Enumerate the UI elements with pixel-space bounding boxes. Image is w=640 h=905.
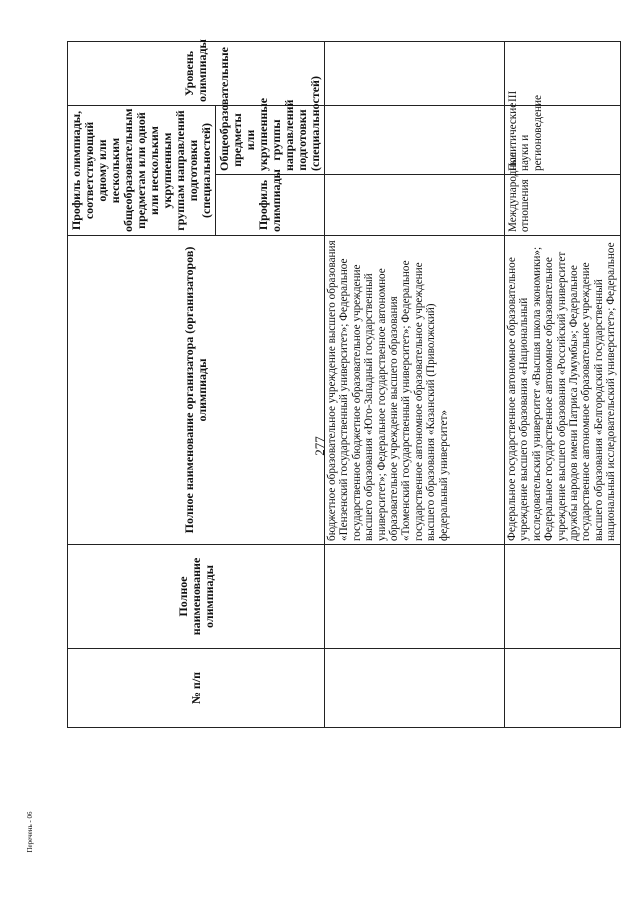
cell-profile (325, 175, 505, 236)
cell-organizer (325, 236, 505, 545)
footer-note: Перечень - 06 (26, 811, 34, 853)
cell-profile: Международные отношения (505, 175, 621, 236)
cell-level: III (505, 42, 621, 106)
organizer-text: Федеральное государственное автономное образовательное учреждение высшего образования «Национальный исследовательский университет «Высшая школа экономики»; Федеральное государственное автономное образовательное учреждение высшего образования «Российский университет дружбы народов имени Патриса Лумумбы»; Федеральное государственное автономное образовательное учреждение высшего образования «Белгородский государственный национальный исследовательский университет»; Федеральное (506, 242, 618, 541)
cell-level (325, 42, 505, 106)
organizer-text: бюджетное образовательное учреждение высшего образования «Пензенский государственный университет»; Федеральное государственное бюджетное образовательное учреждение высшего образования «Юго-Западный государственный университет»; Федеральное государственное автономное образовательное учреждение высшего образования «Тюменский государственный университет»; Федеральное государственное автономное образовательное учреждение высшего образования «Казанский (Приволжский) федеральный университет» (326, 240, 450, 541)
table-row (505, 42, 621, 728)
header-number: № п/п (68, 649, 325, 728)
header-subjects: Общеобразовательные предметы или укрупненные группы направлений подготовки (специальностей) (216, 106, 325, 175)
header-level: Уровень олимпиады (68, 42, 325, 106)
olympiad-table (67, 41, 621, 728)
cell-organizer (505, 236, 621, 545)
cell-subjects (325, 106, 505, 175)
page-number: 277 (312, 436, 327, 456)
cell-subjects: Политические науки и регионоведение (505, 106, 621, 175)
header-profile-group: Профиль олимпиады, соответствующий одному или нескольким общеобразовательным предметам или одной или нескольким укрупненным группам направлений подготовки (специальностей) (68, 106, 216, 236)
cell-name (325, 545, 505, 649)
header-profile: Профиль олимпиады (216, 175, 325, 236)
header-name: Полное наименование олимпиады (68, 545, 325, 649)
cell-number (325, 649, 505, 728)
table-row (325, 42, 505, 728)
cell-number (505, 649, 621, 728)
olympiad-table-rotated (67, 39, 618, 728)
cell-name (505, 545, 621, 649)
header-row-1 (68, 42, 216, 728)
header-organizer: Полное наименование организатора (организаторов) олимпиады (68, 236, 325, 545)
